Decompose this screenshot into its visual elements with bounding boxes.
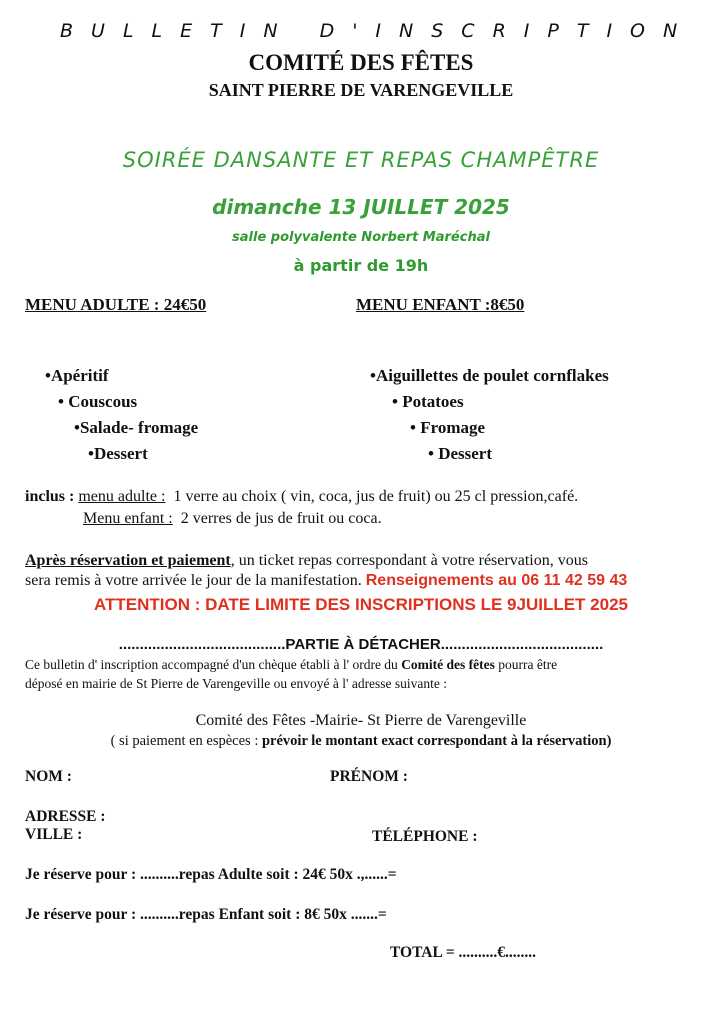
cash-note-a: ( si paiement en espèces : — [110, 733, 262, 749]
included-child-line — [83, 510, 382, 528]
telephone-label: TÉLÉPHONE : — [372, 828, 478, 845]
child-menu-item: • Dessert — [428, 444, 493, 463]
bulletin-title: BULLETIN D'INSCRIPTION — [60, 20, 696, 42]
included-child-label: Menu enfant : — [83, 510, 173, 527]
adult-reservation-line: Je réserve pour : ..........repas Adulte soit : 24€ 50x .,......= — [25, 866, 397, 883]
child-menu-item: • Potatoes — [392, 392, 464, 411]
detach-line-2: déposé en mairie de St Pierre de Varengeville ou envoyé à l' adresse suivante : — [25, 676, 448, 691]
nom-label: NOM : — [25, 768, 72, 785]
event-venue: salle polyvalente Norbert Maréchal — [232, 230, 490, 245]
ville-label: VILLE : — [25, 826, 83, 843]
adult-menu-item: •Apéritif — [45, 366, 109, 385]
child-reservation-line: Je réserve pour : ..........repas Enfant soit : 8€ 50x .......= — [25, 906, 387, 923]
included-adult-label: menu adulte : — [78, 488, 166, 505]
reservation-line-1 — [25, 552, 588, 570]
detach-line-1-bold: Comité des fêtes — [401, 657, 495, 672]
included-adult-text: 1 verre au choix ( vin, coca, jus de fruit) ou 25 cl pression,café. — [173, 488, 579, 505]
total-line: TOTAL = ..........€........ — [390, 944, 537, 961]
child-menu-item: •Aiguillettes de poulet cornflakes — [370, 366, 609, 385]
detach-title: ........................................PARTIE À DÉTACHER....................................... — [118, 636, 604, 653]
detach-line-1a: Ce bulletin d' inscription accompagné d'un chèque établi à l' ordre du — [25, 657, 402, 672]
event-title: SOIRÉE DANSANTE ET REPAS CHAMPÊTRE — [122, 148, 600, 172]
org-name: COMITÉ DES FÊTES — [248, 50, 474, 75]
reservation-text-1: , un ticket repas correspondant à votre réservation, vous — [230, 552, 588, 569]
adult-menu-item: •Salade- fromage — [74, 418, 199, 437]
detach-line-1b: pourra être — [494, 657, 558, 672]
info-phone: Renseignements au 06 11 42 59 43 — [365, 572, 628, 589]
adresse-label: ADRESSE : — [25, 808, 106, 825]
adult-menu-item: •Dessert — [88, 444, 148, 463]
event-date: dimanche 13 JUILLET 2025 — [212, 195, 510, 219]
detach-address: Comité des Fêtes -Mairie- St Pierre de Varengeville — [195, 712, 527, 729]
included-label: inclus : — [25, 488, 75, 505]
event-time: à partir de 19h — [293, 256, 429, 275]
child-menu-item: • Fromage — [410, 418, 486, 437]
reservation-line-2 — [25, 572, 627, 590]
child-menu-heading: MENU ENFANT :8€50 — [356, 295, 525, 314]
adult-menu-heading: MENU ADULTE : 24€50 — [25, 295, 207, 314]
included-child-text: 2 verres de jus de fruit ou coca. — [180, 510, 382, 527]
adult-menu-item: • Couscous — [58, 392, 138, 411]
detach-line-1 — [25, 657, 557, 673]
cash-note — [0, 733, 722, 750]
attention-deadline: ATTENTION : DATE LIMITE DES INSCRIPTIONS LE 9JUILLET 2025 — [94, 595, 628, 614]
reservation-lead: Après réservation et paiement — [25, 552, 231, 569]
prenom-label: PRÉNOM : — [330, 768, 408, 785]
included-adult-line — [25, 488, 578, 506]
cash-note-bold: prévoir le montant exact correspondant à la réservation) — [261, 733, 612, 749]
reservation-text-2: sera remis à votre arrivée le jour de la manifestation. — [25, 572, 362, 589]
org-place: SAINT PIERRE DE VARENGEVILLE — [208, 80, 514, 100]
